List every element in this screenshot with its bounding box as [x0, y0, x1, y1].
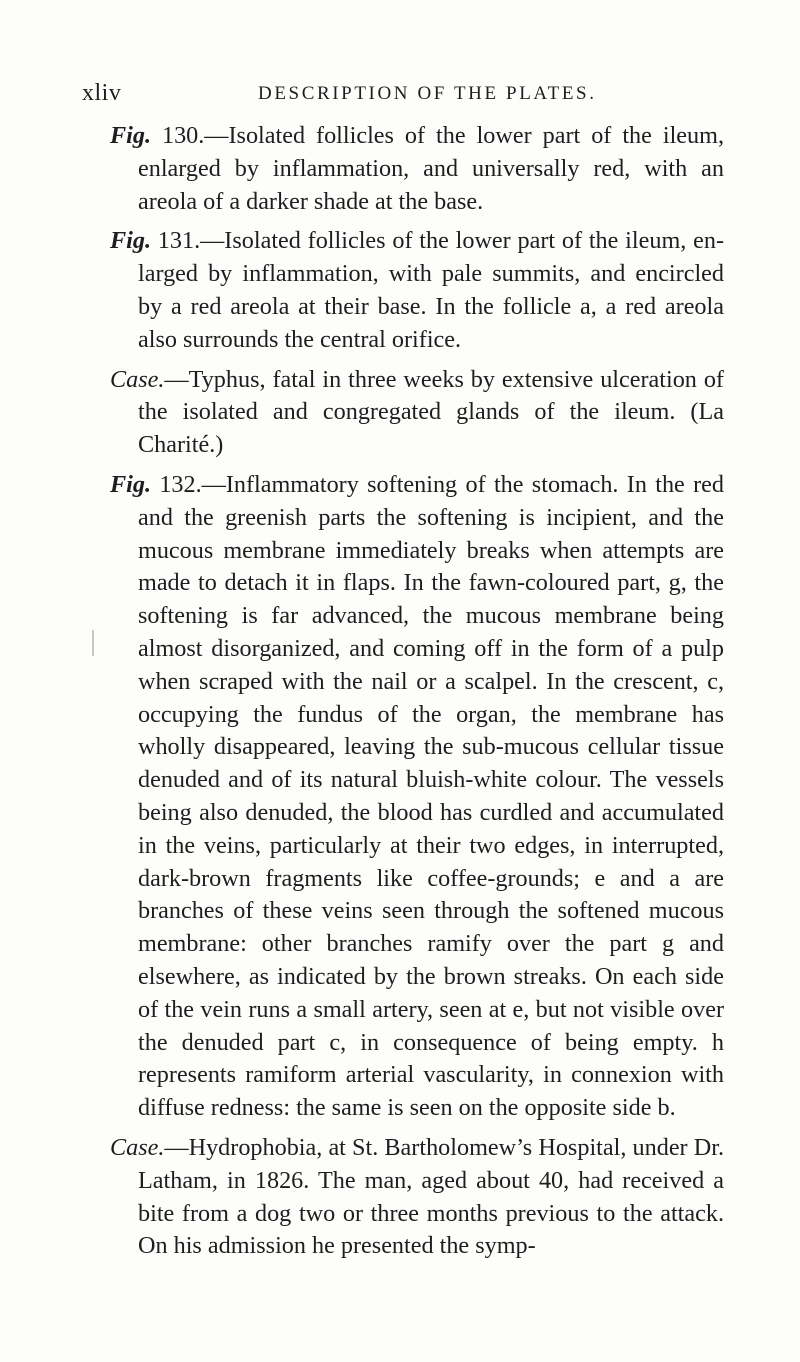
entry-lead: Case.	[110, 1133, 165, 1161]
fig-130-entry	[110, 120, 724, 218]
scan-artifact	[92, 630, 94, 656]
entry-text: —Hydrophobia, at St. Bartholomew’s Hospital, under Dr. Latham, in 1826. The man, aged about 40, had received a bite from a dog two or three months previous to the attack. On his admission he presented the symp-	[138, 1133, 724, 1260]
fig-132-entry	[110, 469, 724, 1125]
fig-131-entry	[110, 225, 724, 356]
running-head: DESCRIPTION OF THE PLATES.	[258, 83, 597, 104]
entry-text: 132.—Inflammatory softening of the stomach. In the red and the greenish parts the softening is incipient, and the mucous membrane immediately breaks when attempts are made to detach it in flaps. In the fawn-coloured part, g, the softening is far advanced, the mucous membrane being almost disorganized, and coming off in the form of a pulp when scraped with the nail or a scalpel. In the crescent, c, occupying the fundus of the organ, the membrane has wholly disappeared, leaving the sub-mucous cellular tissue denuded and of its natural bluish-white colour. The vessels being also denuded, the blood has curdled and accumulated in the veins, particularly at their two edges, in interrupted, dark-brown fragments like coffee-grounds; e and a are branches of these veins seen through the softened mucous membrane: other branches ramify over the part g and elsewhere, as indicated by the brown streaks. On each side of the vein runs a small artery, seen at e, but not visible over the denuded part c, in consequence of being empty. h represents ramiform arterial vascularity, in connexion with diffuse redness: the same is seen on the opposite side b.	[138, 470, 724, 1122]
entry-text: —Typhus, fatal in three weeks by extensive ulceration of the isolated and congregated glands of the ileum. (La Charité.)	[138, 365, 724, 459]
entry-lead: Fig.	[110, 122, 151, 149]
entry-lead: Fig.	[110, 470, 151, 498]
entry-lead: Fig.	[110, 227, 151, 255]
body-text	[110, 120, 724, 1270]
entry-lead: Case.	[110, 365, 165, 393]
entry-text: 131.—Isolated follicles of the lower part of the ileum, enlarged by inflammation, with pale summits, and encircled by a red areola at their base. In the follicle a, a red areola also surrounds the central orifice.	[138, 227, 724, 353]
case-hydrophobia-entry	[110, 1132, 724, 1263]
entry-text: 130.—Isolated follicles of the lower part of the ileum, enlarged by inflammation, and universally red, with an areola of a darker shade at the base.	[138, 122, 724, 215]
page-header	[82, 80, 762, 110]
page-number: xliv	[82, 80, 122, 106]
case-typhus-entry	[110, 364, 724, 462]
